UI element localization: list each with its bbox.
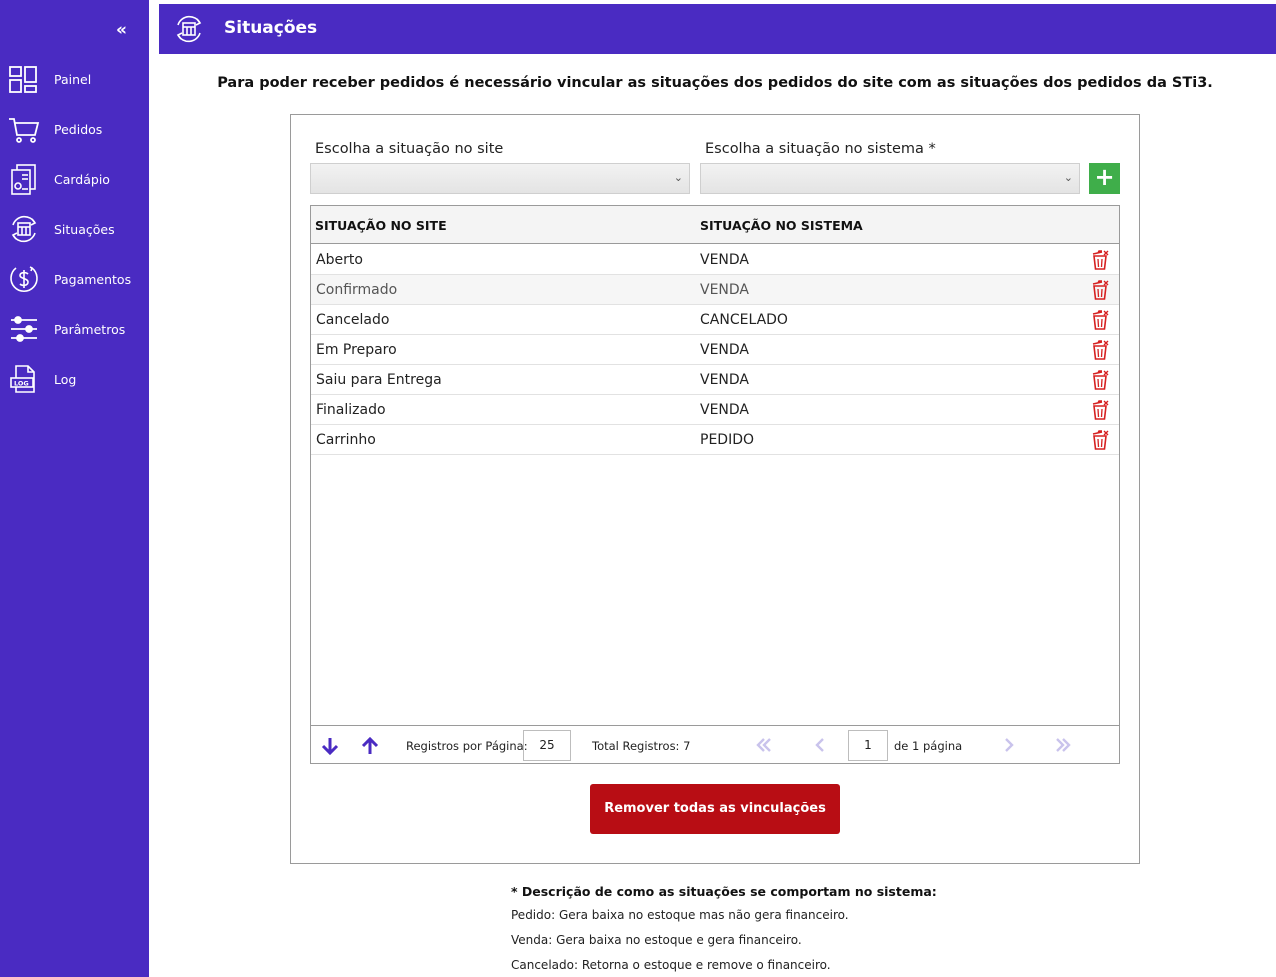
plus-icon: + xyxy=(1094,163,1115,191)
column-header-system[interactable]: SITUAÇÃO NO SISTEMA xyxy=(700,218,863,233)
per-page-input[interactable]: 25 xyxy=(523,730,571,761)
sidebar xyxy=(0,0,149,977)
cell-site-status: Em Preparo xyxy=(316,342,397,358)
table-row[interactable] xyxy=(311,275,1119,305)
status-icon xyxy=(173,13,205,45)
note-line: Venda: Gera baixa no estoque e gera financeiro. xyxy=(511,933,802,947)
delete-icon[interactable] xyxy=(1089,429,1111,451)
cell-system-status: VENDA xyxy=(700,252,750,268)
delete-icon[interactable] xyxy=(1089,369,1111,391)
page-title: Situações xyxy=(224,18,318,38)
first-page-icon[interactable] xyxy=(755,736,773,754)
page-header xyxy=(159,4,1276,54)
cell-system-status: VENDA xyxy=(700,402,750,418)
menu-document-icon xyxy=(8,163,40,195)
sidebar-item-pedidos[interactable] xyxy=(0,109,149,149)
sidebar-item-label: Pedidos xyxy=(54,121,103,137)
total-records: Total Registros: 7 xyxy=(592,739,691,753)
sidebar-item-painel[interactable] xyxy=(0,59,149,99)
per-page-label: Registros por Página: xyxy=(406,739,528,753)
sidebar-item-situacoes[interactable] xyxy=(0,209,149,249)
cell-site-status: Aberto xyxy=(316,252,363,268)
sidebar-item-pagamentos[interactable] xyxy=(0,259,149,299)
sliders-icon xyxy=(8,313,40,345)
notes-title: * Descrição de como as situações se comportam no sistema: xyxy=(511,884,937,899)
table-row[interactable] xyxy=(311,305,1119,335)
svg-text:LOG: LOG xyxy=(14,379,29,388)
table-header xyxy=(311,206,1119,244)
delete-icon[interactable] xyxy=(1089,309,1111,331)
cell-site-status: Carrinho xyxy=(316,432,376,448)
status-notes xyxy=(511,884,1111,977)
sidebar-item-label: Painel xyxy=(54,71,92,87)
sidebar-item-cardapio[interactable] xyxy=(0,159,149,199)
system-status-label: Escolha a situação no sistema * xyxy=(705,141,936,157)
sidebar-item-label: Cardápio xyxy=(54,171,110,187)
cell-site-status: Finalizado xyxy=(316,402,386,418)
chevron-down-icon: ⌄ xyxy=(1063,171,1073,184)
intro-text: Para poder receber pedidos é necessário vincular as situações dos pedidos do site com as situações dos pedidos da STi3. xyxy=(217,75,1213,91)
dashboard-icon xyxy=(8,63,40,95)
next-page-icon[interactable] xyxy=(1000,736,1018,754)
cell-system-status: CANCELADO xyxy=(700,312,788,328)
chevrons-left-icon[interactable]: ‹‹ xyxy=(116,20,125,40)
table-row[interactable] xyxy=(311,245,1119,275)
arrow-down-icon[interactable] xyxy=(319,735,341,757)
cell-site-status: Cancelado xyxy=(316,312,390,328)
sidebar-item-parametros[interactable] xyxy=(0,309,149,349)
chevron-down-icon: ⌄ xyxy=(673,171,683,184)
sidebar-item-label: Situações xyxy=(54,221,115,237)
column-header-site[interactable]: SITUAÇÃO NO SITE xyxy=(315,218,447,233)
mapping-card xyxy=(290,114,1140,864)
cart-icon xyxy=(8,113,40,145)
prev-page-icon[interactable] xyxy=(811,736,829,754)
table-row[interactable] xyxy=(311,365,1119,395)
site-status-label: Escolha a situação no site xyxy=(315,141,504,157)
delete-icon[interactable] xyxy=(1089,339,1111,361)
delete-icon[interactable] xyxy=(1089,249,1111,271)
cell-system-status: PEDIDO xyxy=(700,432,754,448)
table-row[interactable] xyxy=(311,335,1119,365)
note-line: Cancelado: Retorna o estoque e remove o financeiro. xyxy=(511,958,831,972)
system-status-select[interactable] xyxy=(700,163,1080,194)
sidebar-item-log[interactable] xyxy=(0,359,149,399)
delete-icon[interactable] xyxy=(1089,279,1111,301)
pagination-bar xyxy=(311,725,1119,763)
cell-site-status: Confirmado xyxy=(316,282,398,298)
page-count: de 1 página xyxy=(894,739,963,753)
delete-icon[interactable] xyxy=(1089,399,1111,421)
dollar-icon xyxy=(8,263,40,295)
arrow-up-icon[interactable] xyxy=(359,735,381,757)
remove-all-button[interactable]: Remover todas as vinculações xyxy=(590,784,840,834)
sidebar-item-label: Log xyxy=(54,371,77,387)
status-icon xyxy=(8,213,40,245)
mapping-table xyxy=(310,205,1120,764)
sidebar-item-label: Pagamentos xyxy=(54,271,132,287)
add-mapping-button[interactable] xyxy=(1089,163,1120,194)
log-file-icon xyxy=(8,363,40,395)
note-line: Pedido: Gera baixa no estoque mas não gera financeiro. xyxy=(511,908,849,922)
cell-site-status: Saiu para Entrega xyxy=(316,372,442,388)
last-page-icon[interactable] xyxy=(1054,736,1072,754)
cell-system-status: VENDA xyxy=(700,342,750,358)
sidebar-item-label: Parâmetros xyxy=(54,321,126,337)
table-row[interactable] xyxy=(311,395,1119,425)
cell-system-status: VENDA xyxy=(700,282,750,298)
site-status-select[interactable] xyxy=(310,163,690,194)
table-row[interactable] xyxy=(311,425,1119,455)
cell-system-status: VENDA xyxy=(700,372,750,388)
page-number-input[interactable]: 1 xyxy=(848,730,888,761)
